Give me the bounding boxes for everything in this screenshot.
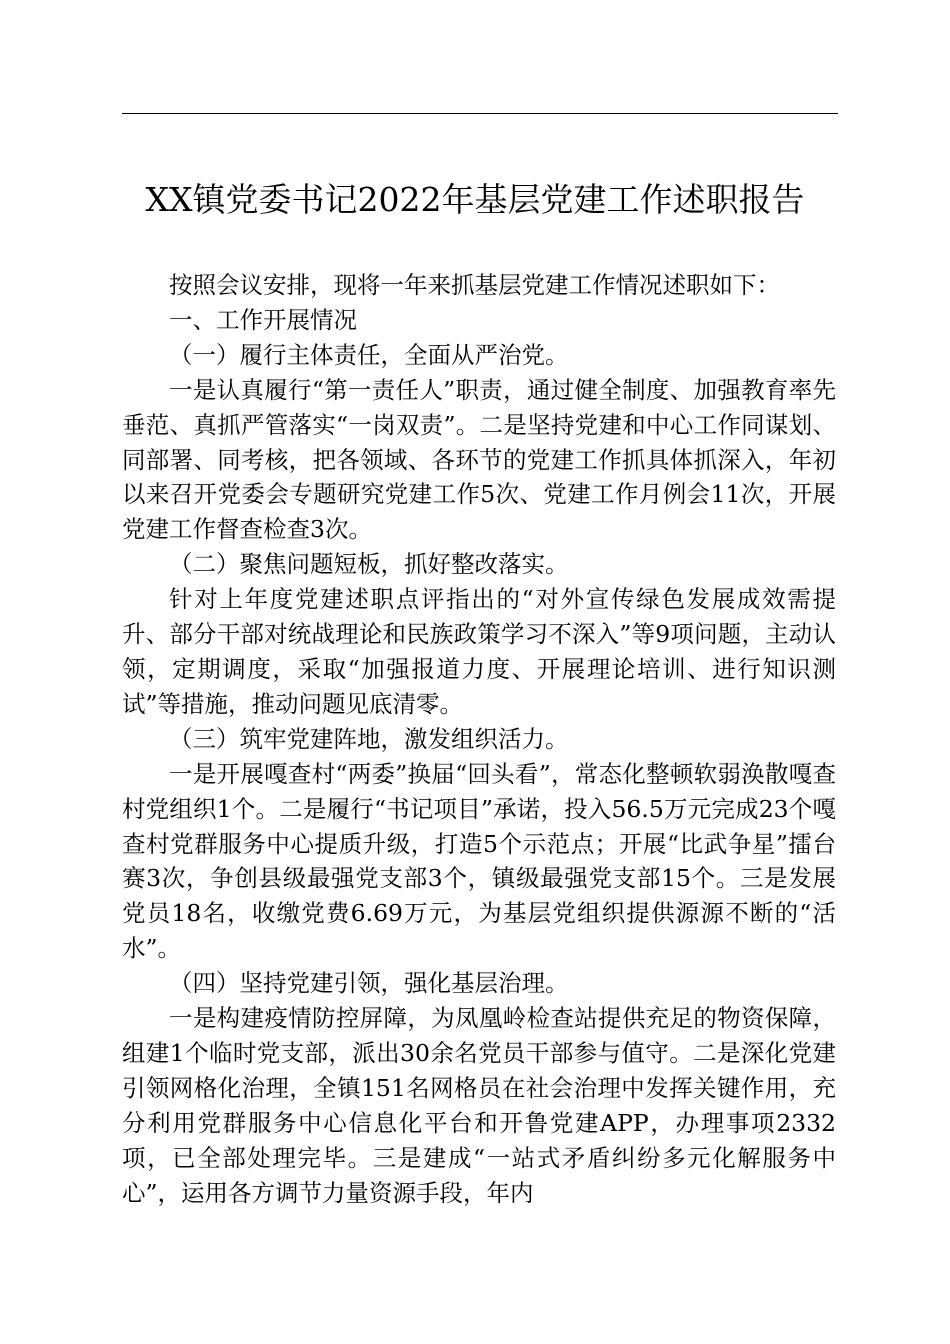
paragraph-4: 一是构建疫情防控屏障，为凤凰岭检查站提供充足的物资保障，组建1个临时党支部，派出30余名党员干部参与值守。二是深化党建引领网格化治理，全镇151名网格员在社会治理中发挥关键作用，充分利用党群服务中心信息化平台和开鲁党建APP，办理事项2332项，已全部处理完毕。三是建成“一站式矛盾纠纷多元化解服务中心”，运用各方调节力量资源手段，年内: [122, 1004, 836, 1207]
paragraph-2: 针对上年度党建述职点评指出的“对外宣传绿色发展成效需提升、部分干部对统战理论和民族政策学习不深入”等9项问题，主动认领，定期调度，采取“加强报道力度、开展理论培训、进行知识测试”等措施，推动问题见底清零。: [122, 585, 836, 718]
section-heading-1: 一、工作开展情况: [169, 305, 357, 334]
paragraph-intro: 按照会议安排，现将一年来抓基层党建工作情况述职如下：: [169, 271, 780, 299]
document-body: [122, 268, 836, 1210]
subsection-heading-1: （一）履行主体责任，全面从严治党。: [169, 340, 569, 369]
header-rule: [122, 113, 838, 114]
paragraph-1: 一是认真履行“第一责任人”职责，通过健全制度、加强教育率先垂范、真抓严管落实“一岗双责”。二是坚持党建和中心工作同谋划、同部署、同考核，把各领域、各环节的党建工作抓具体抓深入，年初以来召开党委会专题研究党建工作5次、党建工作月例会11次，开展党建工作督查检查3次。: [122, 375, 836, 544]
paragraph-3: 一是开展嘎查村“两委”换届“回头看”，常态化整顿软弱涣散嘎查村党组织1个。二是履行“书记项目”承诺，投入56.5万元完成23个嘎查村党群服务中心提质升级，打造5个示范点；开展“比武争星”擂台赛3次，争创县级最强党支部3个，镇级最强党支部15个。三是发展党员18名，收缴党费6.69万元，为基层党组织提供源源不断的“活水”。: [122, 759, 836, 963]
subsection-heading-2: （二）聚焦问题短板，抓好整改落实。: [169, 550, 569, 579]
document-title: XX镇党委书记2022年基层党建工作述职报告: [145, 180, 805, 219]
subsection-heading-4: （四）坚持党建引领，强化基层治理。: [169, 969, 569, 998]
subsection-heading-3: （三）筑牢党建阵地，激发组织活力。: [169, 724, 569, 753]
